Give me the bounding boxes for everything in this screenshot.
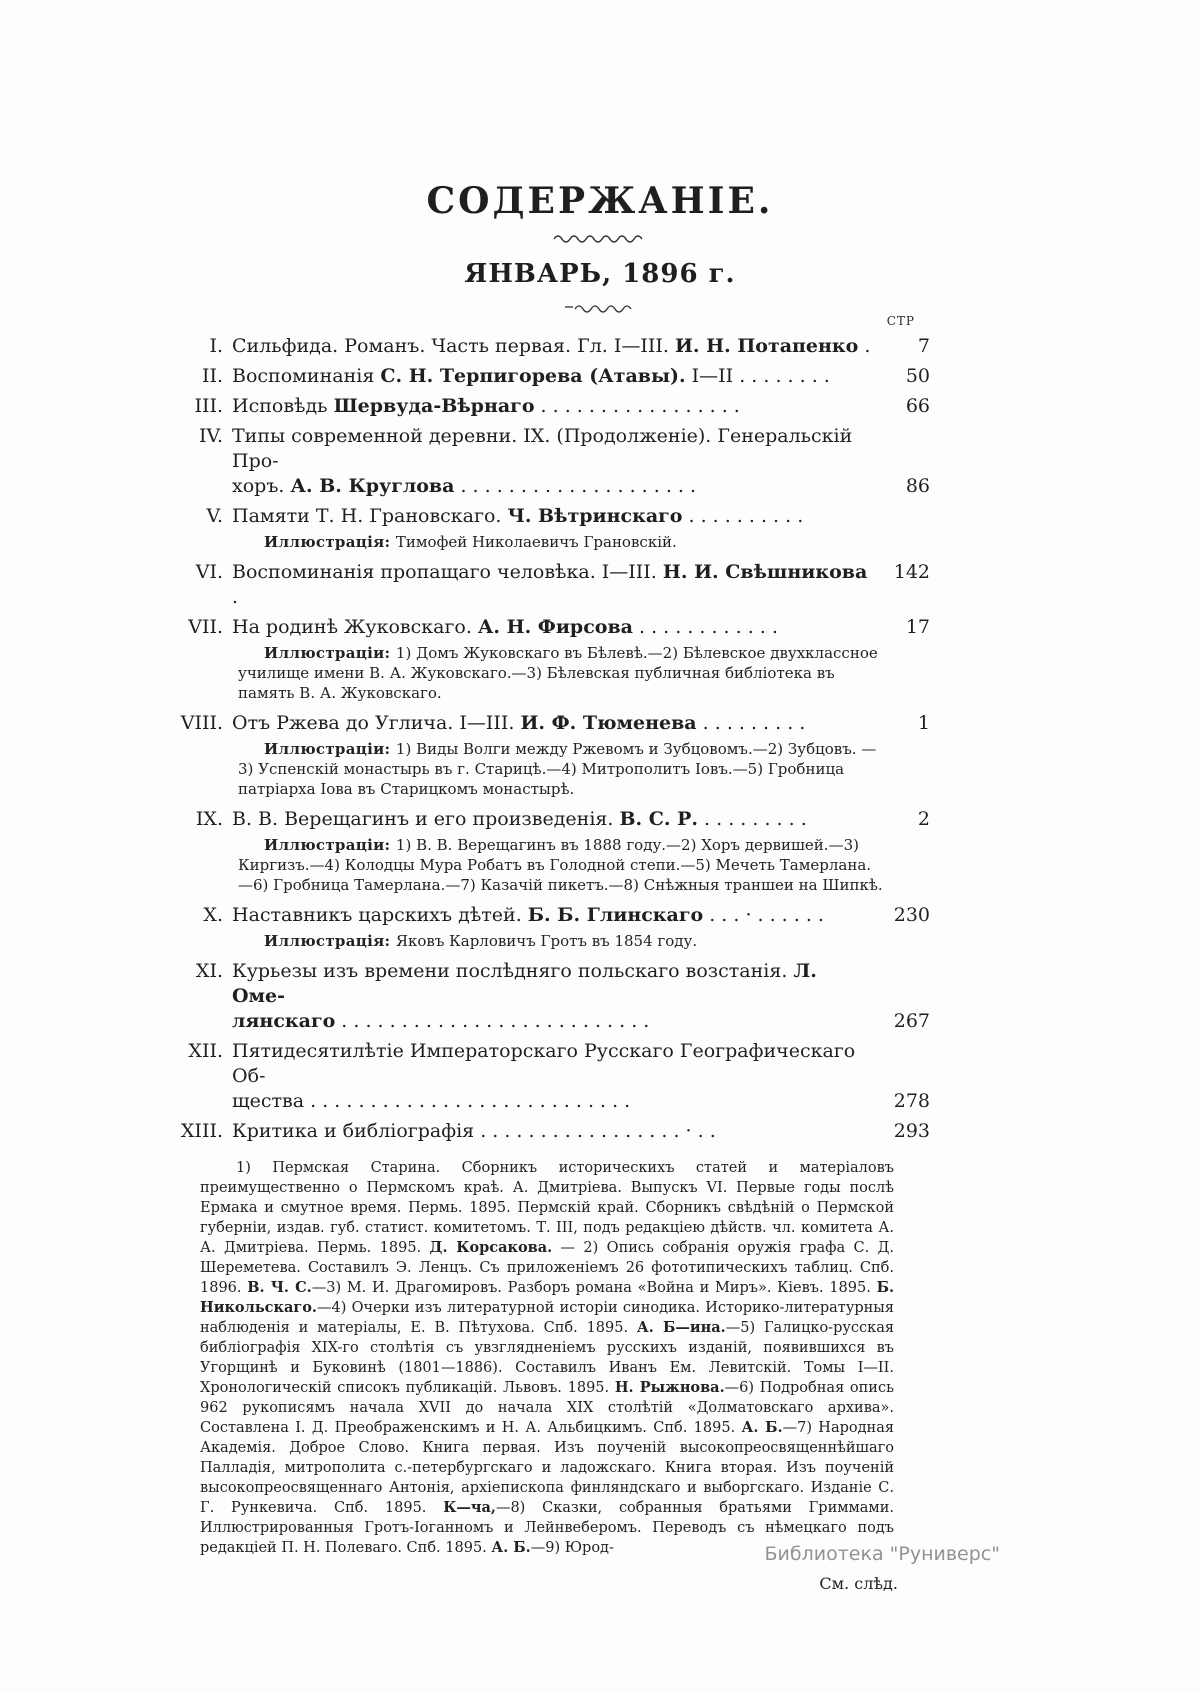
entry-title: На родинѣ Жуковскаго. А. Н. Фирсова . . . . . . . . . . . . xyxy=(232,616,778,638)
entry-title: Воспоминанія пропащаго человѣка. I—III. Н. И. Свѣшникова . xyxy=(232,561,868,608)
toc-entry-line xyxy=(168,807,930,832)
toc-entry xyxy=(168,364,930,389)
toc-entry xyxy=(168,903,930,951)
entry-number: V. xyxy=(206,505,223,527)
toc-entry-line xyxy=(168,364,930,389)
toc-entry-line xyxy=(168,1119,930,1144)
entry-page-number: 293 xyxy=(893,1120,930,1142)
entry-title: Воспоминанія С. Н. Терпигорева (Атавы). I—II . . . . . . . . xyxy=(232,365,830,387)
entry-title: Сильфида. Романъ. Часть первая. Гл. I—III. И. Н. Потапенко . xyxy=(232,335,871,357)
squiggle-line-icon xyxy=(563,302,637,314)
entry-page-number: 278 xyxy=(893,1090,930,1112)
entry-page-number: 267 xyxy=(893,1010,930,1032)
toc-entry xyxy=(168,711,930,799)
watermark: Библиотека "Руниверс" xyxy=(764,1543,1000,1565)
bibliography-paragraph: 1) Пермская Старина. Сборникъ историческихъ статей и матеріаловъ преимущественно о Пермскомъ краѣ. А. Дмитріева. Выпускъ VI. Первые годы послѣ Ермака и смутное время. Пермь. 1895. Пермскій край. Сборникъ свѣдѣній о Пермской губерніи, издав. губ. статист. комитетомъ. Т. III, подъ редакціею дѣйств. чл. комитета А. А. Дмитріева. Пермь. 1895. Д. Корсакова. — 2) Опись собранія оружія графа С. Д. Шереметева. Составилъ Э. Ленцъ. Съ приложеніемъ 26 фототипическихъ таблиц. Спб. 1896. В. Ч. С.—3) М. И. Драгомировъ. Разборъ романа «Война и Миръ». Кіевъ. 1895. Б. Никольскаго.—4) Очерки изъ литературной исторіи синодика. Историко-литературныя наблюденія и матеріалы, Е. В. Пѣтухова. Спб. 1895. А. Б—ина.—5) Галицко-русская библіографія XIX-го столѣтія съ увзглядненіемъ русскихъ изданій, появившихся въ Угорщинѣ и Буковинѣ (1801—1886). Составилъ Иванъ Ем. Левитскій. Томы I—II. Хронологическій списокъ публикацій. Львовъ. 1895. Н. Рыжнова.—6) Подробная опись 962 рукописямъ начала XVII до начала XIX столѣтій «Долматовскаго архива». Составлена І. Д. Преображенскимъ и Н. А. Альбицкимъ. Спб. 1895. А. Б.—7) Народная Академія. Доброе Слово. Книга первая. Изъ поученій высокопреосвященнѣйшаго Палладія, митрополита с.-петербургскаго и ладожскаго. Книга вторая. Изъ поученій высокопреосвященнаго Антонія, архіепископа финляндскаго и выборгскаго. Изданіе С. Г. Рункевича. Спб. 1895. К—ча,—8) Сказки, собранныя братьями Гриммами. Иллюстрированныя Гротъ-Іоганномъ и Лейнвеберомъ. Переводъ съ нѣмецкаго подъ редакціей П. Н. Полеваго. Спб. 1895. А. Б.—9) Юрод- xyxy=(200,1160,895,1556)
illustration-note-label: Иллюстраціи: xyxy=(264,836,396,854)
entry-page-number: 230 xyxy=(893,904,930,926)
entry-page-number: 66 xyxy=(905,395,930,417)
toc-entry xyxy=(168,334,930,359)
toc-entry-line xyxy=(168,711,930,736)
toc-entry-line xyxy=(168,959,930,1009)
illustration-note-label: Иллюстрація: xyxy=(264,533,396,551)
squiggle-line-icon xyxy=(550,231,650,245)
toc-entry xyxy=(168,424,930,499)
toc-entry-line xyxy=(168,394,930,419)
entry-number: XI. xyxy=(195,960,223,982)
ornament-squiggle xyxy=(0,230,1200,249)
continued-note: См. слѣд. xyxy=(819,1574,898,1593)
entry-title: щества . . . . . . . . . . . . . . . . . . . . . . . . . . . xyxy=(232,1090,631,1112)
entry-page-number: 17 xyxy=(905,616,930,638)
entry-title: Курьезы изъ времени послѣдняго польскаго возстанія. Л. Оме- xyxy=(232,960,817,1007)
entry-number: III. xyxy=(194,395,223,417)
entry-title: Критика и библіографія . . . . . . . . . . . . . . . . . · . . xyxy=(232,1120,716,1142)
toc-entry-line xyxy=(168,1089,930,1114)
entry-title: хоръ. А. В. Круглова . . . . . . . . . . . . . . . . . . . . xyxy=(232,475,697,497)
entry-title: Отъ Ржева до Углича. I—III. И. Ф. Тюменева . . . . . . . . . xyxy=(232,712,806,734)
toc-entry xyxy=(168,504,930,552)
toc-entry xyxy=(168,1039,930,1114)
illustration-note-label: Иллюстраціи: xyxy=(264,740,396,758)
page-column-header: СТР xyxy=(886,314,915,328)
entry-page-number: 7 xyxy=(917,335,930,357)
toc-entry-line xyxy=(168,1009,930,1034)
toc-entry-line xyxy=(168,560,930,610)
toc-entry xyxy=(168,615,930,703)
toc-entry-line xyxy=(168,504,930,529)
toc-entry-line xyxy=(168,903,930,928)
entry-number: IX. xyxy=(195,808,223,830)
entry-page-number: 86 xyxy=(905,475,930,497)
entry-title: Памяти Т. Н. Грановскаго. Ч. Вѣтринскаго . . . . . . . . . . xyxy=(232,505,804,527)
entry-number: II. xyxy=(201,365,223,387)
entry-page-number: 50 xyxy=(905,365,930,387)
toc-list xyxy=(168,334,930,1144)
toc-entry xyxy=(168,959,930,1034)
entry-number: XIII. xyxy=(180,1120,223,1142)
content-column xyxy=(168,334,930,1593)
entry-number: X. xyxy=(203,904,223,926)
entry-title: Исповѣдь Шервуда-Вѣрнаго . . . . . . . . . . . . . . . . . xyxy=(232,395,740,417)
entry-page-number: 1 xyxy=(917,712,930,734)
toc-entry xyxy=(168,1119,930,1144)
toc-entry xyxy=(168,807,930,895)
entry-title: Типы современной деревни. IX. (Продолженіе). Генеральскій Про- xyxy=(232,425,853,472)
entry-title: Наставникъ царскихъ дѣтей. Б. Б. Глинскаго . . . · . . . . . . xyxy=(232,904,824,926)
toc-entry xyxy=(168,560,930,610)
illustration-note-label: Иллюстраціи: xyxy=(264,644,396,662)
entry-number: VII. xyxy=(188,616,223,638)
toc-entry-line xyxy=(168,424,930,474)
illustration-note: Иллюстрація: Тимофей Николаевичъ Грановскій. xyxy=(264,533,677,551)
issue-title: ЯНВАРЬ, 1896 г. xyxy=(464,259,736,289)
illustration-note: Иллюстрація: Яковъ Карловичъ Гротъ въ 1854 году. xyxy=(264,932,698,950)
entry-number: VIII. xyxy=(180,712,223,734)
ornament-squiggle-2 xyxy=(0,299,1200,318)
entry-title: Пятидесятилѣтіе Императорскаго Русскаго Географическаго Об- xyxy=(232,1040,856,1087)
page-title: СОДЕРЖАНІЕ. xyxy=(426,180,774,222)
illustration-note: Иллюстраціи: 1) В. В. Верещагинъ въ 1888 году.—2) Хоръ дервишей.—3) Киргизъ.—4) Колодцы Мура Робатъ въ Голодной степи.—5) Мечеть Тамерлана.—6) Гробница Тамерлана.—7) Казачій пикетъ.—8) Снѣжныя траншеи на Шипкѣ. xyxy=(238,836,883,894)
entry-number: I. xyxy=(209,335,223,357)
toc-entry xyxy=(168,394,930,419)
toc-entry-line xyxy=(168,474,930,499)
toc-entry-line xyxy=(168,615,930,640)
entry-page-number: 142 xyxy=(893,561,930,583)
entry-title: лянскаго . . . . . . . . . . . . . . . . . . . . . . . . . . xyxy=(232,1010,650,1032)
entry-page-number: 2 xyxy=(917,808,930,830)
toc-entry-line xyxy=(168,334,930,359)
toc-entry-line xyxy=(168,1039,930,1089)
entry-number: VI. xyxy=(195,561,223,583)
illustration-note: Иллюстраціи: 1) Виды Волги между Ржевомъ и Зубцовомъ.—2) Зубцовъ. — 3) Успенскій монастырь въ г. Старицѣ.—4) Митрополитъ Іовъ.—5) Гробница патріарха Іова въ Старицкомъ монастырѣ. xyxy=(238,740,877,798)
entry-number: XII. xyxy=(188,1040,223,1062)
illustration-note: Иллюстраціи: 1) Домъ Жуковскаго въ Бѣлевѣ.—2) Бѣлевское двухклассное училище имени В. А. Жуковскаго.—3) Бѣлевская публичная библіотека въ память В. А. Жуковскаго. xyxy=(238,644,878,702)
illustration-note-label: Иллюстрація: xyxy=(264,932,396,950)
entry-number: IV. xyxy=(199,425,223,447)
entry-title: В. В. Верещагинъ и его произведенія. В. С. Р. . . . . . . . . . xyxy=(232,808,807,830)
